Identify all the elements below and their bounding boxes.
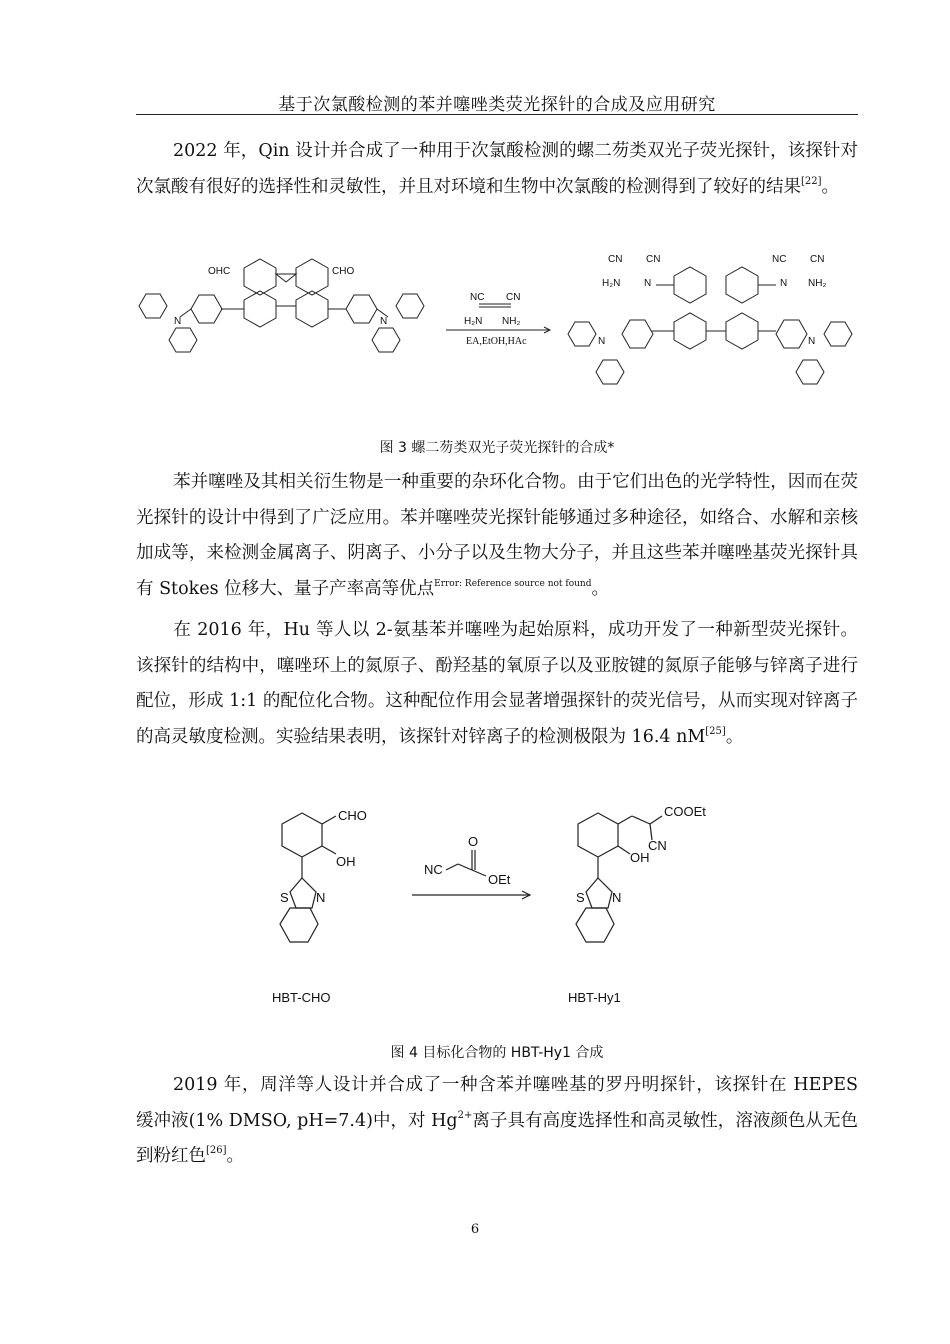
paragraph-qin: 2022 年，Qin 设计并合成了一种用于次氯酸检测的螺二芴类双光子荧光探针，该探针对次氯酸有很好的选择性和灵敏性，并且对环境和生物中次氯酸的检测得到了较好的结果[22]。 bbox=[136, 141, 858, 197]
paragraph-text: 离子具有高度选择性和高灵敏性，溶液颜色从无色到粉红色 bbox=[136, 1110, 859, 1166]
label-n: N bbox=[644, 278, 652, 289]
label-n: N bbox=[316, 890, 326, 905]
label-nc: NC bbox=[772, 254, 787, 265]
label-cho: CHO bbox=[338, 808, 367, 823]
running-header: 基于次氯酸检测的苯并噻唑类荧光探针的合成及应用研究 bbox=[278, 95, 716, 115]
fluorene-ring bbox=[674, 313, 706, 349]
phenyl-ring bbox=[776, 320, 807, 348]
label-nc: NC bbox=[424, 862, 443, 877]
thiazole-ring bbox=[290, 878, 316, 908]
citation: [26] bbox=[206, 1145, 227, 1157]
label-n: N bbox=[808, 336, 816, 347]
figure-3-caption: 图 3 螺二芴类双光子荧光探针的合成* bbox=[379, 440, 615, 456]
label-nh2: NH₂ bbox=[502, 316, 521, 327]
label-n: N bbox=[598, 336, 606, 347]
label-cn: CN bbox=[648, 838, 667, 853]
phenyl-ring bbox=[622, 320, 653, 348]
label-n: N bbox=[612, 890, 622, 905]
citation-error: Error: Reference source not found bbox=[434, 578, 592, 589]
label-ohc: OHC bbox=[208, 266, 231, 277]
paragraph-text: 2019 年，周洋等人设计并合成了一种含苯并噻唑基的罗丹明探针，该探针在 HEPES 缓冲液(1% DMSO, pH=7.4)中，对 Hg bbox=[136, 1075, 858, 1131]
label-o: O bbox=[468, 834, 479, 849]
paragraph-hu: 在 2016 年，Hu 等人以 2-氨基苯并噻唑为起始原料，成功开发了一种新型荧光探针。该探针的结构中，噻唑环上的氮原子、酚羟基的氧原子以及亚胺键的氮原子能够与锌离子进行配位，形成 1:1 的配位化合物。这种配位作用会显著增强探针的荧光信号，从而实现对锌离子的高灵敏度检测。实验结果表明，该探针对锌离子的检测极限为 16.4 nM[25]。 bbox=[136, 620, 858, 747]
phenyl-ring bbox=[169, 328, 197, 352]
label-h2n: H₂N bbox=[464, 316, 483, 327]
phenyl-ring bbox=[596, 360, 624, 384]
phenyl-ring bbox=[396, 294, 424, 318]
citation: [22] bbox=[801, 175, 822, 187]
paragraph-text: 2022 年，Qin 设计并合成了一种用于次氯酸检测的螺二芴类双光子荧光探针，该探针对次氯酸有很好的选择性和灵敏性，并且对环境和生物中次氯酸的检测得到了较好的结果 bbox=[136, 141, 858, 197]
label-oh: OH bbox=[630, 850, 650, 865]
phenyl-ring bbox=[372, 328, 400, 352]
label-s: S bbox=[280, 890, 289, 905]
compound-label-hbt-cho: HBT-CHO bbox=[272, 990, 331, 1005]
fluorene-ring bbox=[726, 313, 758, 349]
label-nh2: NH₂ bbox=[808, 278, 827, 289]
fluorene-ring bbox=[674, 267, 706, 303]
benzene-ring bbox=[280, 908, 318, 942]
label-n: N bbox=[380, 316, 388, 327]
reaction-conditions: EA,EtOH,HAc bbox=[466, 336, 527, 347]
label-nc: NC bbox=[470, 292, 485, 303]
label-h2n: H₂N bbox=[602, 278, 621, 289]
phenyl-ring bbox=[824, 322, 852, 346]
label-n: N bbox=[780, 278, 788, 289]
citation: [25] bbox=[705, 725, 726, 737]
figure-3-scheme bbox=[136, 244, 858, 422]
ion-charge: 2+ bbox=[457, 1109, 473, 1121]
figure-4-scheme bbox=[260, 800, 740, 1012]
phenyl-ring bbox=[346, 295, 377, 323]
label-cn: CN bbox=[506, 292, 521, 303]
label-cn: CN bbox=[810, 254, 825, 265]
figure-4-caption: 图 4 目标化合物的 HBT-Hy1 合成 bbox=[390, 1045, 604, 1061]
phenol-ring bbox=[282, 813, 322, 857]
paragraph-zhou: 2019 年，周洋等人设计并合成了一种含苯并噻唑基的罗丹明探针，该探针在 HEPES 缓冲液(1% DMSO, pH=7.4)中，对 $Hg^{2+}$离子具有高度选择性和高灵敏性，溶液颜色从无色到粉红色[26]。 bbox=[136, 1075, 859, 1166]
label-cn: CN bbox=[646, 254, 661, 265]
phenol-ring bbox=[578, 813, 618, 857]
fluorene-ring bbox=[244, 259, 276, 295]
label-oet: OEt bbox=[488, 872, 511, 887]
label-cooet: COOEt bbox=[664, 804, 706, 819]
page-number: 6 bbox=[470, 1222, 480, 1237]
label-n: N bbox=[174, 316, 182, 327]
label-cn: CN bbox=[608, 254, 623, 265]
fluorene-ring bbox=[244, 291, 276, 327]
phenyl-ring bbox=[796, 360, 824, 384]
label-s: S bbox=[576, 890, 585, 905]
benzene-ring bbox=[576, 908, 614, 942]
paragraph-benzothiazole: 苯并噻唑及其相关衍生物是一种重要的杂环化合物。由于它们出色的光学特性，因而在荧光探针的设计中得到了广泛应用。苯并噻唑荧光探针能够通过多种途径，如络合、水解和亲核加成等，来检测金属离子、阴离子、小分子以及生物大分子，并且这些苯并噻唑基荧光探针具有 Stokes 位移大、量子产率高等优点$^{Error: Reference source not found}$。 bbox=[136, 472, 858, 599]
paragraph-text: 苯并噻唑及其相关衍生物是一种重要的杂环化合物。由于它们出色的光学特性，因而在荧光探针的设计中得到了广泛应用。苯并噻唑荧光探针能够通过多种途径，如络合、水解和亲核加成等，来检测金属离子、阴离子、小分子以及生物大分子，并且这些苯并噻唑基荧光探针具有 Stokes 位移大、量子产率高等优点 bbox=[136, 472, 858, 599]
header-rule bbox=[136, 114, 858, 115]
phenyl-ring bbox=[191, 295, 222, 323]
label-oh: OH bbox=[336, 854, 356, 869]
fluorene-ring bbox=[296, 259, 328, 295]
thiazole-ring bbox=[586, 878, 612, 908]
paragraph-text: 在 2016 年，Hu 等人以 2-氨基苯并噻唑为起始原料，成功开发了一种新型荧光探针。该探针的结构中，噻唑环上的氮原子、酚羟基的氧原子以及亚胺键的氮原子能够与锌离子进行配位，形成 1:1 的配位化合物。这种配位作用会显著增强探针的荧光信号，从而实现对锌离子的高灵敏度检测。实验结果表明，该探针对锌离子的检测极限为 16.4 nM bbox=[136, 620, 858, 747]
fluorene-ring bbox=[296, 291, 328, 327]
compound-label-hbt-hy1: HBT-Hy1 bbox=[568, 990, 621, 1005]
label-cho: CHO bbox=[332, 266, 355, 277]
fluorene-ring bbox=[726, 267, 758, 303]
phenyl-ring bbox=[139, 294, 167, 318]
phenyl-ring bbox=[568, 322, 596, 346]
